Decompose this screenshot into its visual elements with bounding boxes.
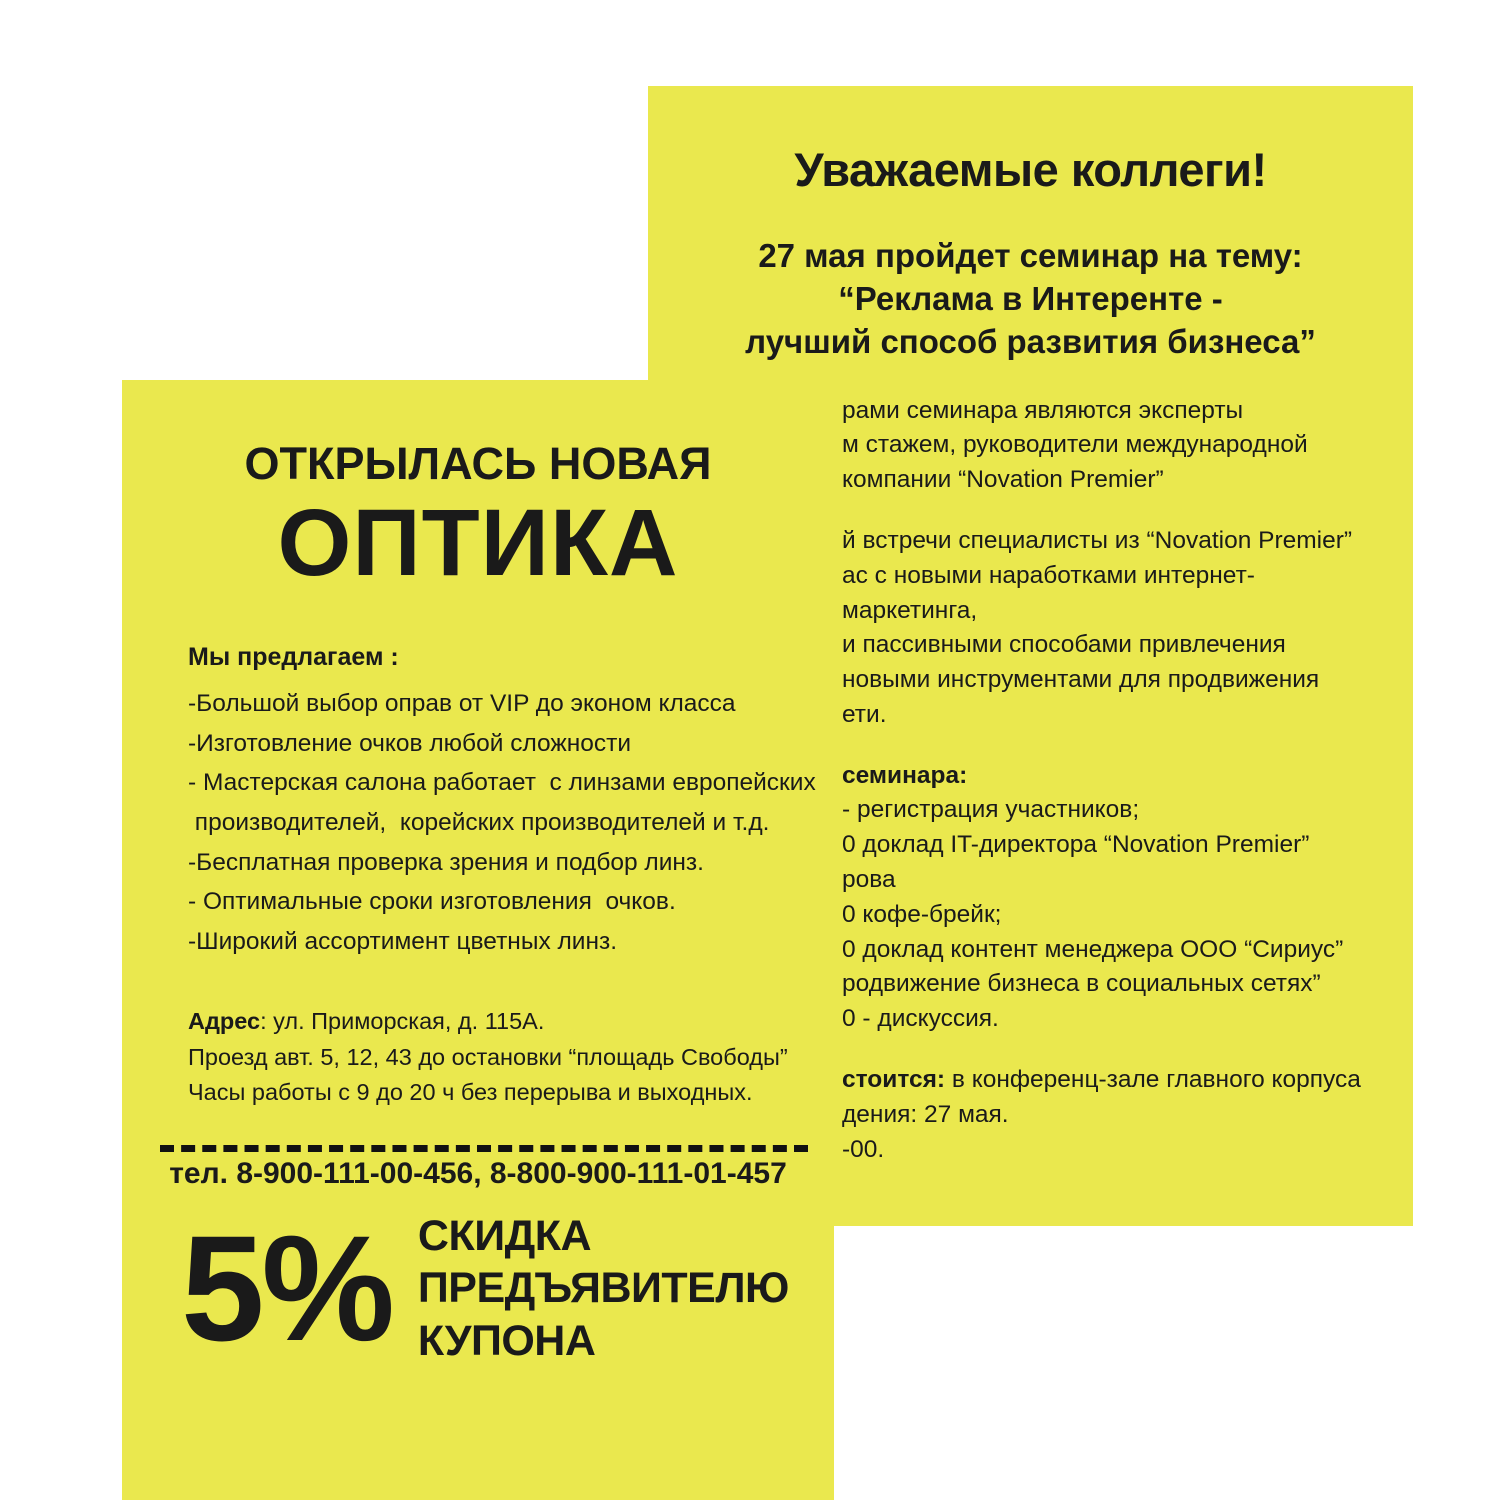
seminar-title: Уважаемые коллеги! [794,143,1267,196]
optics-flyer [122,380,834,1500]
list-item: -Большой выбор оправ от VIP до эконом класса [188,690,736,717]
seminar-venue-line-2: дения: 27 мая. [842,1100,1009,1128]
optics-offer-list [188,684,816,962]
seminar-program-line-1: - регистрация участников; [842,796,1140,824]
seminar-program-line-6: родвижение бизнеса в социальных сетях” [842,970,1321,998]
seminar-subtitle-line-1: 27 мая пройдет семинар на тему: [758,237,1303,274]
seminar-p2-line-5: ети. [842,700,887,728]
optics-hours: Часы работы с 9 до 20 ч без перерыва и выходных. [188,1079,753,1106]
optics-phones: тел. 8-900-111-00-456, 8-800-900-111-01-457 [169,1156,787,1190]
list-item: - Мастерская салона работает с линзами европейских [188,769,816,797]
seminar-p2-line-3: и пассивными способами привлечения [842,631,1286,659]
seminar-p1-line-2: м стажем, руководители международной [842,431,1308,459]
optics-eyebrow: ОТКРЫЛАСЬ НОВАЯ [244,438,712,489]
seminar-program-line-5: 0 доклад контент менеджера ООО “Сириус” [842,935,1344,963]
seminar-subtitle-line-2: “Реклама в Интеренте - [838,279,1223,317]
optics-address-label: Адрес [188,1007,261,1034]
seminar-venue-line-1 [842,1063,1369,1098]
seminar-p1-line-1: рами семинара являются эксперты [842,396,1244,424]
seminar-subtitle [692,235,1369,364]
seminar-venue-label: стоится: [842,1065,946,1093]
seminar-p1-line-3: компании “Novation Premier” [842,466,1164,494]
optics-offer-label: Мы предлагаем : [188,643,399,671]
discount-coupon [160,1204,810,1373]
seminar-p2-line-4: новыми инструментами для продвижения [842,666,1320,694]
coupon-text [418,1210,789,1367]
seminar-p2-line-1: й встречи специалисты из “Novation Premier” [842,527,1353,555]
list-item: -Широкий ассортимент цветных линз. [188,928,618,956]
list-item: - Оптимальные сроки изготовления очков. [188,888,676,916]
list-item: -Изготовление очков любой сложности [188,729,632,757]
seminar-venue-value: в конференц-зале главного корпуса [945,1065,1361,1093]
seminar-program-line-4: 0 кофе-брейк; [842,900,1002,928]
coupon-percent: 5% [181,1204,392,1373]
seminar-program-line-3: рова [842,866,896,894]
coupon-text-line-3: КУПОНА [417,1316,596,1365]
optics-address-value: : ул. Приморская, д. 115А. [260,1007,545,1034]
seminar-p2-line-2: ас с новыми наработками интернет-маркетинга, [842,561,1255,624]
coupon-text-line-1: СКИДКА [417,1212,592,1260]
optics-address-line [188,1004,796,1040]
list-item: производителей, корейских производителей и т.д. [188,809,770,837]
seminar-subtitle-line-3: лучший способ развития бизнеса” [745,322,1316,360]
optics-transport: Проезд авт. 5, 12, 43 до остановки “площадь Свободы” [188,1043,788,1070]
list-item: -Бесплатная проверка зрения и подбор линз. [188,848,704,876]
coupon-text-line-2: ПРЕДЪЯВИТЕЛЮ [417,1264,789,1313]
optics-headline: ОПТИКА [277,490,679,596]
seminar-program-line-7: 0 - дискуссия. [842,1005,999,1033]
seminar-program-line-2: 0 доклад IT-директора “Novation Premier” [842,831,1310,859]
coupon-tear-line [160,1145,808,1152]
seminar-program-heading: семинара: [842,761,968,789]
seminar-venue-line-3: -00. [842,1135,885,1163]
optics-address-block [188,1004,796,1111]
